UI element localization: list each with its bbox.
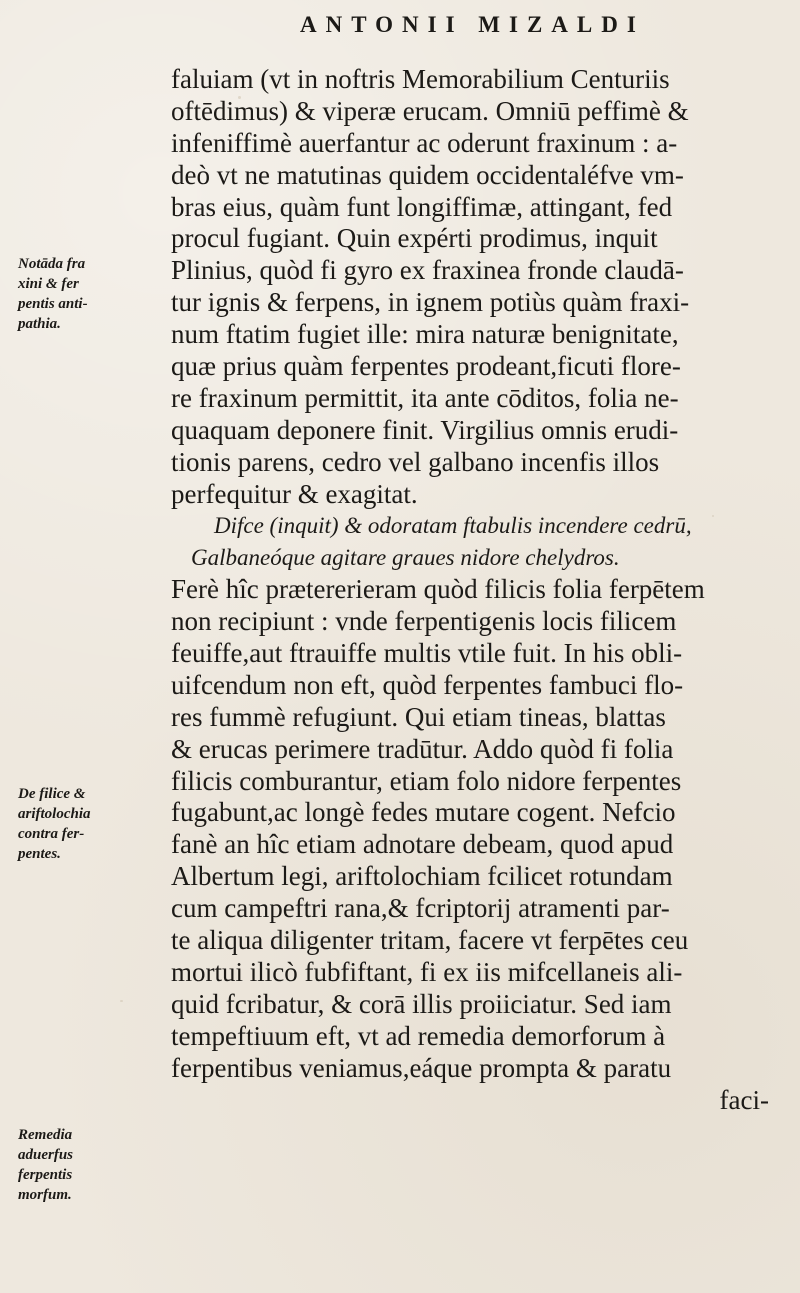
margin-note-ash-antipathy: Notāda fra xini & fer pentis anti- pathia.	[18, 256, 88, 332]
text-line: tionis parens, cedro vel galbano incenfis illos	[171, 446, 660, 477]
text-line: quaquam deponere finit. Virgilius omnis erudi-	[171, 414, 679, 445]
margin-note-remedies: Remedia aduerfus ferpentis morfum.	[18, 1127, 74, 1203]
margin-note-fern-aristolochia: De filice & ariftolochia contra fer- pentes.	[18, 786, 91, 862]
paper-speck	[120, 1000, 123, 1002]
text-line: fanè an hîc etiam adnotare debeam, quod apud	[171, 829, 674, 860]
text-line: & erucas perimere tradūtur. Addo quòd fi folia	[171, 733, 674, 764]
text-line: tempeftiuum eft, vt ad remedia demorforum à	[171, 1020, 666, 1051]
catchword: faci-	[719, 1084, 769, 1115]
text-line: cum campeftri rana,& fcriptorij atramenti par-	[171, 893, 670, 924]
text-line: res fummè refugiunt. Qui etiam tineas, blattas	[171, 701, 666, 732]
text-line: deò vt ne matutinas quidem occidentaléfve vm-	[171, 159, 684, 190]
text-line: filicis comburantur, etiam folo nidore ferpentes	[171, 765, 682, 796]
text-line: num ftatim fugiet ille: mira naturæ benignitate,	[171, 319, 679, 350]
text-line: uifcendum non eft, quòd ferpentes fambuci flo-	[171, 669, 684, 700]
verse-line: Galbaneóque agitare graues nidore chelydros.	[191, 545, 620, 571]
text-line: tur ignis & ferpens, in ignem potiùs quàm fraxi-	[171, 287, 690, 318]
text-line: ferpentibus veniamus,eáque prompta & paratu	[171, 1052, 672, 1083]
text-line: bras eius, quàm funt longiffimæ, attingant, fed	[171, 191, 673, 222]
text-line: re fraxinum permittit, ita ante cōditos, folia ne-	[171, 382, 679, 413]
text-line: non recipiunt : vnde ferpentigenis locis filicem	[171, 606, 677, 637]
verse-line: Difce (inquit) & odoratam ftabulis incendere cedrū,	[214, 513, 692, 539]
text-line: perfequitur & exagitat.	[171, 478, 418, 509]
running-head: ANTONII MIZALDI	[300, 12, 645, 37]
text-line: infeniffimè auerfantur ac oderunt fraxinum : a-	[171, 127, 678, 158]
text-line: quid fcribatur, & corā illis proiiciatur. Sed iam	[171, 988, 672, 1019]
text-line: Ferè hîc prætererieram quòd filicis folia ferpētem	[171, 574, 705, 605]
text-line: mortui ilicò fubfiftant, fi ex iis mifcellaneis ali-	[171, 956, 683, 987]
text-line: fugabunt,ac longè fedes mutare cogent. Nefcio	[171, 797, 676, 828]
text-line: oftēdimus) & viperæ erucam. Omniū peffimè &	[171, 95, 689, 126]
text-line: Plinius, quòd fi gyro ex fraxinea fronde claudā-	[171, 255, 684, 286]
text-line: quæ prius quàm ferpentes prodeant,ficuti flore-	[171, 351, 681, 382]
text-line: faluiam (vt in noftris Memorabilium Centuriis	[171, 64, 670, 94]
text-line: feuiffe,aut ftrauiffe multis vtile fuit. In his obli-	[171, 638, 683, 669]
text-line: procul fugiant. Quin expérti prodimus, inquit	[171, 223, 658, 254]
main-text-block	[171, 64, 800, 1116]
text-line: te aliqua diligenter tritam, facere vt ferpētes ceu	[171, 925, 689, 956]
text-line: Albertum legi, ariftolochiam fcilicet rotundam	[171, 861, 673, 892]
